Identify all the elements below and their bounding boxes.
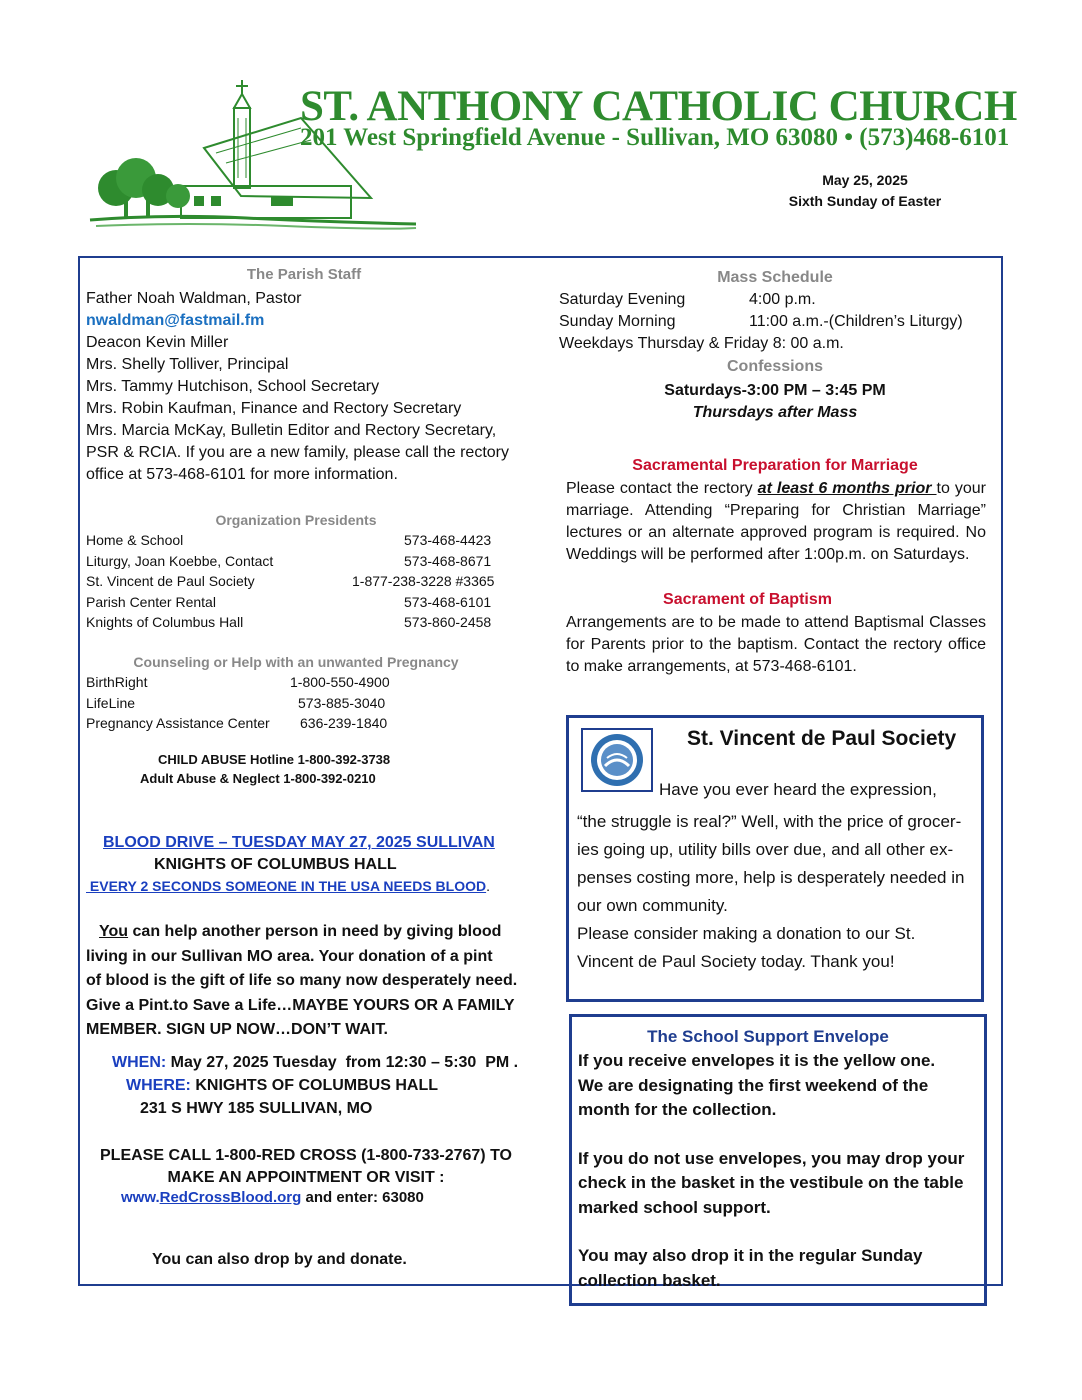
marriage-text: Please contact the rectory at least 6 months prior to your marriage. Attending “Preparing for Christian Marriage” lectures or an alternate approved program is required. No Weddings will be performed after 1:00p.m. on Saturdays. <box>566 480 986 563</box>
blood-drop-by: You can also drop by and donate. <box>152 1251 407 1268</box>
table-row: Saturday Evening 4:00 p.m. <box>559 291 816 308</box>
marriage-heading: Sacramental Preparation for Marriage <box>632 457 918 474</box>
bulletin-date: May 25, 2025 <box>822 172 908 188</box>
svdp-body: “the struggle is real?” Well, with the price of grocer- ies going up, utility bills over due, and all other ex- penses costing more, help is desperately needed in our own community. Please consider making a donation to our St. Vincent de Paul Society today. Thank you! <box>577 812 965 971</box>
pastor-email-link[interactable]: nwaldman@fastmail.fm <box>86 312 265 329</box>
staff-line: Mrs. Robin Kaufman, Finance and Rectory Secretary <box>86 400 462 417</box>
staff-line: Deacon Kevin Miller <box>86 334 229 351</box>
org-table <box>86 530 506 633</box>
confessions-heading: Confessions <box>726 358 823 375</box>
church-name: ST. ANTHONY CATHOLIC CHURCH <box>300 83 1017 130</box>
table-row: BirthRight 1-800-550-4900 <box>86 674 390 690</box>
staff-line: PSR & RCIA. If you are a new family, please call the rectory <box>86 444 509 461</box>
table-row: Parish Center Rental 573-468-6101 <box>86 593 492 610</box>
adult-abuse-hotline: Adult Abuse & Neglect 1-800-392-0210 <box>140 771 376 786</box>
mass-schedule <box>559 289 999 355</box>
baptism-heading: Sacrament of Baptism <box>663 591 832 608</box>
blood-url-row: www.RedCrossBlood.org and enter: 63080 <box>121 1189 424 1206</box>
table-row: Home & School 573-468-4423 <box>86 532 492 548</box>
staff-line: Mrs. Marcia McKay, Bulletin Editor and Rectory Secretary, <box>86 422 497 439</box>
school-body: If you receive envelopes it is the yellow one. We are designating the first weekend of the month for the collection. If you do not use envelopes, you may drop your check in the basket in the vestibule on the table marked school support. You may also drop it in the regular Sunday collection basket. <box>578 1051 965 1290</box>
blood-drive-subtitle: KNIGHTS OF COLUMBUS HALL <box>154 856 397 873</box>
blood-where: WHERE: KNIGHTS OF COLUMBUS HALL <box>126 1077 438 1094</box>
school-title: The School Support Envelope <box>647 1027 889 1046</box>
blood-tagline-link[interactable]: EVERY 2 SECONDS SOMEONE IN THE USA NEEDS BLOOD <box>86 878 487 894</box>
svdp-line: Have you ever heard the expression, <box>659 780 937 799</box>
table-row: Pregnancy Assistance Center 636-239-1840 <box>86 715 388 731</box>
staff-list <box>86 288 526 486</box>
blood-drive-title[interactable]: BLOOD DRIVE – TUESDAY MAY 27, 2025 SULLIVAN <box>103 834 495 851</box>
blood-drive-tagline-row: EVERY 2 SECONDS SOMEONE IN THE USA NEEDS BLOOD. <box>86 878 490 894</box>
table-row: Knights of Columbus Hall 573-860-2458 <box>86 614 492 630</box>
baptism-text: Arrangements are to be made to attend Baptismal Classes for Parents prior to the baptism. Contact the rectory office to make arrangements, at 573-468-6101. <box>566 614 986 675</box>
table-row: Sunday Morning 11:00 a.m.-(Children’s Liturgy) <box>559 313 963 330</box>
counsel-heading: Counseling or Help with an unwanted Pregnancy <box>133 654 459 670</box>
blood-when: WHEN: May 27, 2025 Tuesday from 12:30 – 5:30 PM . <box>112 1054 519 1071</box>
confessions-times: Saturdays-3:00 PM – 3:45 PM Thursdays after Mass <box>664 382 886 421</box>
blood-drive-paragraph: You can help another person in need by giving blood living in our Sullivan MO area. Your donation of a pint of blood is the gift of life so many now desperately need. Give a Pint.to Save a Life…MAYBE YOURS OR A FAMILY MEMBER. SIGN UP NOW…DON’T WAIT. <box>86 923 518 1038</box>
bulletin-date-block <box>760 170 970 212</box>
table-row: LifeLine 573-885-3040 <box>86 694 386 711</box>
svdp-title: St. Vincent de Paul Society <box>687 727 957 750</box>
mass-weekdays: Weekdays Thursday & Friday 8: 00 a.m. <box>559 335 844 352</box>
counsel-table <box>86 672 506 734</box>
redcross-link[interactable]: RedCrossBlood.org <box>159 1189 302 1206</box>
staff-line: office at 573-468-6101 for more information. <box>86 466 398 483</box>
staff-line: Father Noah Waldman, Pastor <box>86 290 302 307</box>
staff-line: Mrs. Tammy Hutchison, School Secretary <box>86 378 380 395</box>
staff-heading: The Parish Staff <box>246 266 362 283</box>
svdp-box <box>566 715 984 1002</box>
mass-heading: Mass Schedule <box>717 269 833 286</box>
church-address: 201 West Springfield Avenue - Sullivan, MO 63080 • (573)468-6101 <box>300 124 1010 151</box>
school-support-box <box>569 1014 987 1306</box>
svdp-seal-icon <box>581 728 653 792</box>
blood-where-address: 231 S HWY 185 SULLIVAN, MO <box>140 1100 373 1117</box>
staff-line: Mrs. Shelly Tolliver, Principal <box>86 356 289 373</box>
blood-call-block: PLEASE CALL 1-800-RED CROSS (1-800-733-2767) TO MAKE AN APPOINTMENT OR VISIT : <box>100 1147 512 1186</box>
child-abuse-hotline: CHILD ABUSE Hotline 1-800-392-3738 <box>158 752 391 767</box>
table-row: Liturgy, Joan Koebbe, Contact 573-468-8671 <box>86 552 492 569</box>
org-heading: Organization Presidents <box>215 512 377 528</box>
bulletin-occasion: Sixth Sunday of Easter <box>788 193 942 209</box>
table-row: St. Vincent de Paul Society 1-877-238-3228 #3365 <box>86 573 495 589</box>
